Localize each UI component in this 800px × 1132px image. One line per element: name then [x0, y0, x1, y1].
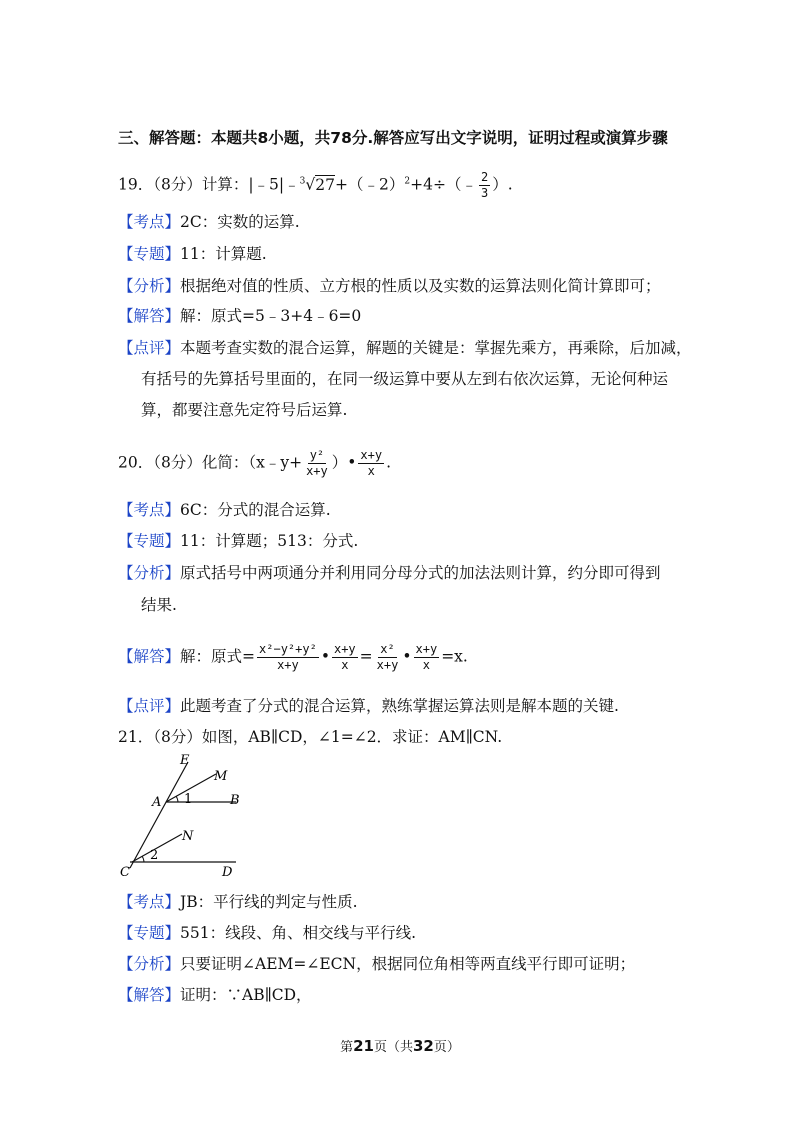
q20-jieda-frac2-den: x — [341, 658, 349, 672]
q19-zhuanti: 11：计算题. — [180, 245, 267, 263]
label-e: E — [180, 753, 190, 768]
label-a: A — [152, 795, 162, 810]
q19-dianping-1: 本题考查实数的混合运算，解题的关键是：掌握先乘方，再乘除，后加减， — [180, 339, 692, 357]
q19-dianping-3: 算，都要注意先定符号后运算. — [141, 401, 348, 419]
q20-dianping-row — [118, 696, 619, 716]
footer-pre: 第 — [340, 1040, 354, 1055]
q19-fenxi-row — [118, 276, 661, 296]
q19-root-index: 3 — [299, 176, 306, 187]
question-19-stem — [118, 170, 513, 201]
q19-middle: +（﹣2） — [335, 175, 405, 194]
q20-jieda-frac3 — [375, 642, 401, 673]
q20-frac1 — [304, 448, 330, 479]
q21-jieda: 证明：∵AB∥CD， — [180, 986, 312, 1004]
q20-zhuanti-row — [118, 531, 358, 551]
q20-jieda-dot1: • — [320, 647, 330, 666]
label-c: C — [120, 865, 130, 880]
q19-dianping-row — [118, 338, 692, 358]
q20-jieda-frac1-den: x+y — [277, 658, 299, 672]
q20-fenxi-1: 原式括号中两项通分并利用同分母分式的加法法则计算，约分即可得到 — [180, 564, 661, 582]
q20-jieda-frac3-num: x² — [380, 642, 395, 656]
tag-jieda: 【解答】 — [118, 647, 181, 666]
q20-jieda-frac1-num: x²−y²+y² — [259, 642, 317, 656]
q21-jieda-row — [118, 985, 312, 1005]
tag-jieda: 【解答】 — [118, 986, 181, 1004]
q20-jieda-row — [118, 642, 468, 673]
question-21-stem: 21．（8分）如图，AB∥CD，∠1=∠2．求证：AM∥CN. — [118, 728, 503, 746]
q20-jieda-frac2-num: x+y — [333, 642, 356, 656]
q19-fraction — [479, 170, 490, 201]
q20-frac1-den: x+y — [306, 464, 328, 478]
q21-zhuanti: 551：线段、角、相交线与平行线. — [180, 924, 417, 942]
q19-kaodian: 2C：实数的运算. — [180, 213, 300, 231]
q20-zhuanti: 11：计算题；513：分式. — [180, 532, 359, 550]
q19-radical-sign: √ — [305, 175, 316, 194]
q20-jieda-frac4 — [414, 642, 440, 673]
q20-mid: ）• — [331, 453, 357, 472]
section-heading: 三、解答题：本题共8小题，共78分.解答应写出文字说明，证明过程或演算步骤 — [118, 129, 668, 147]
q21-kaodian-row — [118, 892, 358, 912]
tag-fenxi: 【分析】 — [118, 277, 181, 295]
q19-prefix: 19．（8分）计算：|﹣5|﹣ — [118, 175, 300, 194]
q19-radicand: 27 — [315, 175, 336, 194]
q19-fenxi: 根据绝对值的性质、立方根的性质以及实数的运算法则化简计算即可； — [180, 277, 661, 295]
q19-jieda: 解：原式=5﹣3+4﹣6=0 — [180, 307, 362, 325]
tag-dianping: 【点评】 — [118, 339, 181, 357]
q19-exponent: 2 — [404, 176, 411, 187]
tag-fenxi: 【分析】 — [118, 564, 181, 582]
q20-jieda-frac3-den: x+y — [376, 658, 399, 672]
q21-fenxi: 只要证明∠AEM=∠ECN，根据同位角相等两直线平行即可证明； — [180, 955, 636, 973]
q21-zhuanti-row — [118, 923, 416, 943]
q20-frac1-num: y² — [309, 448, 325, 462]
q19-kaodian-row — [118, 212, 300, 232]
geometry-figure — [118, 752, 258, 880]
label-angle-2: 2 — [150, 848, 159, 863]
q21-fenxi-row — [118, 954, 635, 974]
q19-dianping-2: 有括号的先算括号里面的，在同一级运算中要从左到右依次运算，无论何种运 — [141, 370, 669, 388]
q20-jieda-frac1 — [257, 642, 319, 673]
footer-mid: 页（共 — [373, 1040, 413, 1055]
tag-fenxi: 【分析】 — [118, 955, 181, 973]
label-d: D — [222, 865, 233, 880]
tag-zhuanti: 【专题】 — [118, 532, 181, 550]
q19-zhuanti-row — [118, 244, 267, 264]
page-number: 21 — [353, 1037, 374, 1055]
q20-end: . — [386, 453, 392, 472]
tag-jieda: 【解答】 — [118, 307, 181, 325]
q20-prefix: 20．（8分）化简：（x﹣y+ — [118, 453, 303, 472]
q21-kaodian: JB：平行线的判定与性质. — [180, 893, 358, 911]
q20-kaodian: 6C：分式的混合运算. — [180, 501, 331, 519]
q20-jieda-frac4-den: x — [422, 658, 430, 672]
q20-fenxi-2: 结果. — [141, 596, 177, 614]
q20-frac2-den: x — [367, 464, 375, 478]
q20-fenxi-row — [118, 563, 661, 583]
question-20-stem — [118, 448, 391, 479]
q20-frac2-num: x+y — [360, 448, 383, 462]
label-n: N — [182, 829, 194, 844]
q19-frac-num: 2 — [480, 170, 489, 184]
q19-jieda-row — [118, 306, 361, 326]
tag-zhuanti: 【专题】 — [118, 924, 181, 942]
label-angle-1: 1 — [184, 792, 193, 807]
line-ce — [130, 762, 188, 868]
q20-jieda-dot2: • — [402, 647, 412, 666]
tag-zhuanti: 【专题】 — [118, 245, 181, 263]
q20-jieda-end: =x. — [441, 647, 468, 666]
tag-kaodian: 【考点】 — [118, 501, 181, 519]
angle-2-arc — [142, 856, 144, 862]
q20-jieda-eq1: = — [359, 647, 373, 666]
angle-1-arc — [176, 796, 178, 802]
total-pages: 32 — [413, 1037, 434, 1055]
tag-kaodian: 【考点】 — [118, 893, 181, 911]
tag-dianping: 【点评】 — [118, 697, 181, 715]
q19-end: ）. — [492, 175, 513, 194]
footer-post: 页） — [433, 1040, 460, 1055]
q20-frac2 — [358, 448, 384, 479]
q20-jieda-frac4-num: x+y — [415, 642, 438, 656]
q20-dianping: 此题考查了分式的混合运算，熟练掌握运算法则是解本题的关键. — [180, 697, 619, 715]
page-footer — [0, 1036, 800, 1055]
q20-kaodian-row — [118, 500, 331, 520]
q19-after: +4÷（﹣ — [410, 175, 477, 194]
q19-frac-den: 3 — [480, 186, 489, 200]
label-b: B — [230, 793, 240, 808]
q20-jieda-prefix: 解：原式= — [180, 647, 256, 666]
q20-jieda-frac2 — [332, 642, 358, 673]
label-m: M — [214, 769, 228, 784]
tag-kaodian: 【考点】 — [118, 213, 181, 231]
